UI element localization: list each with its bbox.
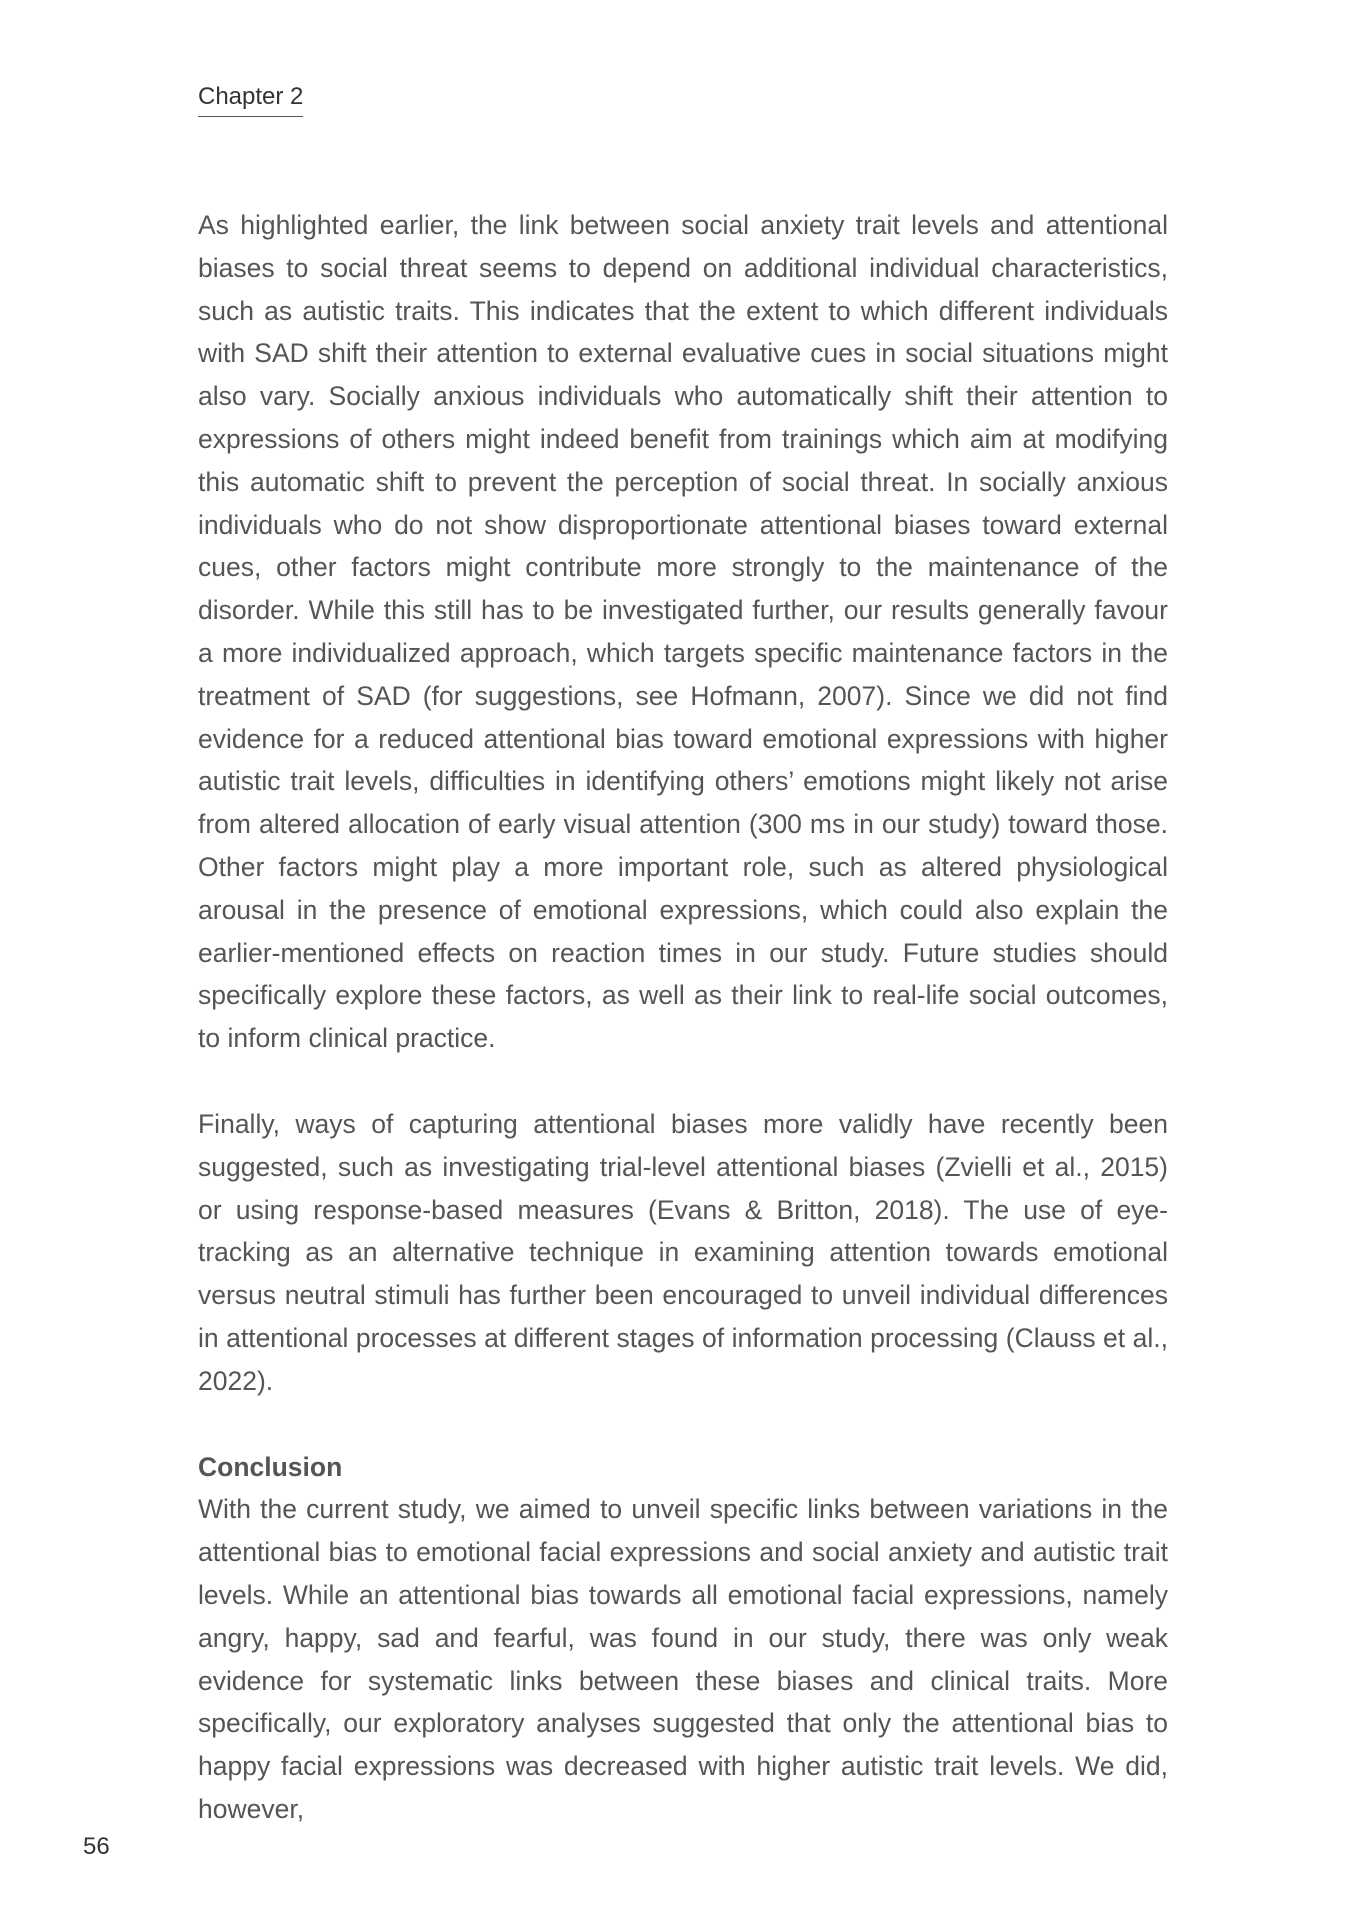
section-heading-conclusion: Conclusion — [198, 1451, 343, 1482]
running-head: Chapter 2 — [198, 82, 303, 117]
body-paragraph-3: With the current study, we aimed to unveil specific links between variations in the attentional bias to emotional facial expressions and social anxiety and autistic trait levels. While an attentional bias towards all emotional facial expressions, namely angry, happy, sad and fearful, was found in our study, there was only weak evidence for systematic links between these biases and clinical traits. More specifically, our exploratory analyses suggested that only the attentional bias to happy facial expressions was decreased with higher autistic trait levels. We did, however, — [198, 1494, 1168, 1824]
body-paragraph-1: As highlighted earlier, the link between social anxiety trait levels and attentional biases to social threat seems to depend on additional individual characteristics, such as autistic traits. This indicates that the extent to which different individuals with SAD shift their attention to external evaluative cues in social situations might also vary. Socially anxious individuals who automatically shift their attention to expressions of others might indeed benefit from trainings which aim at modifying this automatic shift to prevent the perception of social threat. In socially anxious individuals who do not show disproportionate attentional biases toward external cues, other factors might contribute more strongly to the maintenance of the disorder. While this still has to be investigated further, our results generally favour a more individualized approach, which targets specific maintenance factors in the treatment of SAD (for suggestions, see Hofmann, 2007). Since we did not find evidence for a reduced attentional bias toward emotional expressions with higher autistic trait levels, difficulties in identifying others’ emotions might likely not arise from altered allocation of early visual attention (300 ms in our study) toward those. Other factors might play a more important role, such as altered physiological arousal in the presence of emotional expressions, which could also explain the earlier-mentioned effects on reaction times in our study. Future studies should specifically explore these factors, as well as their link to real-life social outcomes, to inform clinical practice. — [198, 210, 1168, 1054]
body-paragraph-2: Finally, ways of capturing attentional biases more validly have recently been suggested, such as investigating trial-level attentional biases (Zvielli et al., 2015) or using response-based measures (Evans & Britton, 2018). The use of eye-tracking as an alternative technique in examining attention towards emotional versus neutral stimuli has further been encouraged to unveil individual differences in attentional processes at different stages of information processing (Clauss et al., 2022). — [198, 1108, 1168, 1396]
page-number: 56 — [83, 1833, 110, 1860]
page-body — [198, 204, 1168, 1831]
